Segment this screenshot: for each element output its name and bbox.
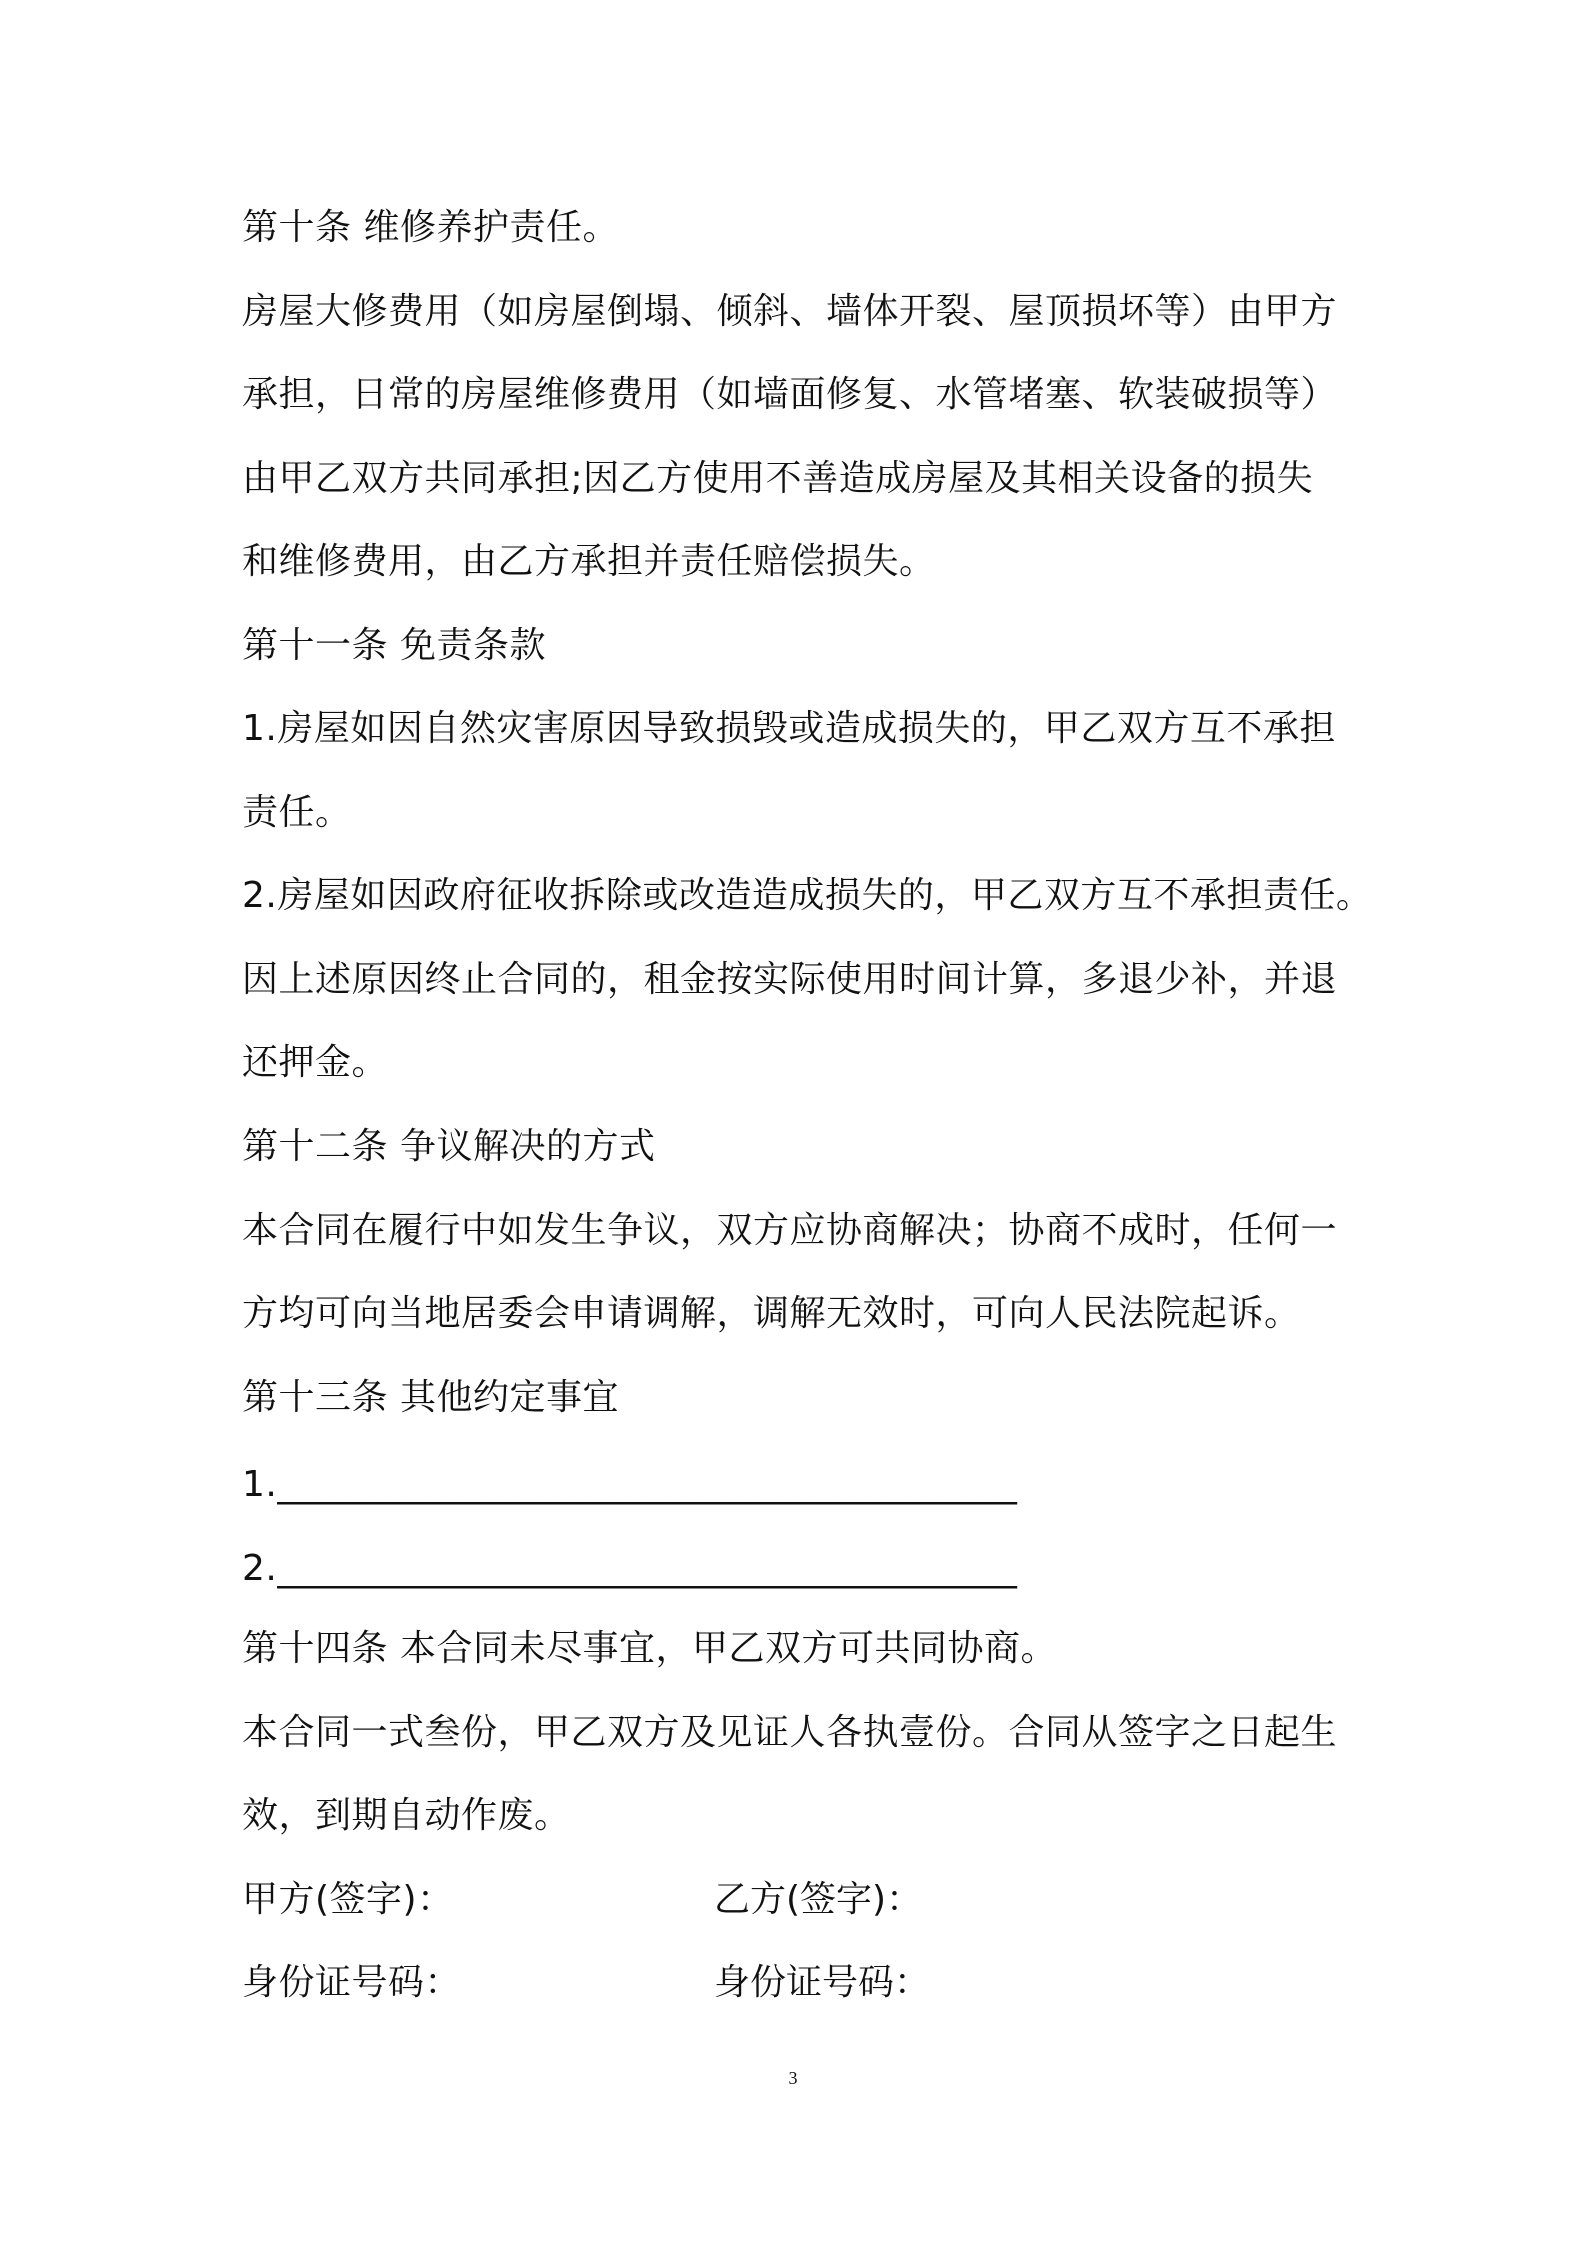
article-13-blank-line: 2.________________________________________ [242,1548,1018,1589]
party-b-id-label: 身份证号码： [714,1962,931,2003]
article-11-clause-line: 因上述原因终止合同的，租金按实际使用时间计算，多退少补，并退 [242,959,1338,1000]
article-14-paragraph-line: 本合同一式叁份，甲乙双方及见证人各执壹份。合同从签字之日起生 [242,1712,1338,1753]
article-12-paragraph-line: 方均可向当地居委会申请调解，调解无效时，可向人民法院起诉。 [242,1293,1301,1334]
article-10-paragraph-line: 由甲乙双方共同承担;因乙方使用不善造成房屋及其相关设备的损失 [242,458,1314,499]
article-10-paragraph-line: 和维修费用，由乙方承担并责任赔偿损失。 [242,541,936,582]
article-11-clause-line: 还押金。 [242,1042,389,1083]
article-10-paragraph-line: 房屋大修费用（如房屋倒塌、倾斜、墙体开裂、屋顶损坏等）由甲方 [242,291,1338,332]
article-11-clause-line: 责任。 [242,792,352,833]
party-b-signature-label: 乙方(签字)： [714,1879,923,1920]
page-number: 3 [788,2068,798,2088]
article-12-heading: 第十二条 争议解决的方式 [242,1126,656,1167]
article-14-heading: 第十四条 本合同未尽事宜，甲乙双方可共同协商。 [242,1628,1057,1669]
article-14-paragraph-line: 效，到期自动作废。 [242,1795,571,1836]
party-a-signature-label: 甲方(签字)： [242,1879,454,1920]
article-13-heading: 第十三条 其他约定事宜 [242,1377,619,1418]
article-10-heading: 第十条 维修养护责任。 [242,207,619,248]
article-12-paragraph-line: 本合同在履行中如发生争议，双方应协商解决；协商不成时，任何一 [242,1210,1338,1251]
article-11-heading: 第十一条 免责条款 [242,625,546,666]
article-11-clause-line: 1.房屋如因自然灾害原因导致损毁或造成损失的，甲乙双方互不承担 [242,708,1336,749]
article-10-paragraph-line: 承担，日常的房屋维修费用（如墙面修复、水管堵塞、软装破损等） [242,374,1338,415]
party-a-id-label: 身份证号码： [242,1962,462,2003]
article-11-clause-line: 2.房屋如因政府征收拆除或改造造成损失的，甲乙双方互不承担责任。 [242,875,1373,916]
article-13-blank-line: 1.________________________________________ [242,1464,1018,1505]
